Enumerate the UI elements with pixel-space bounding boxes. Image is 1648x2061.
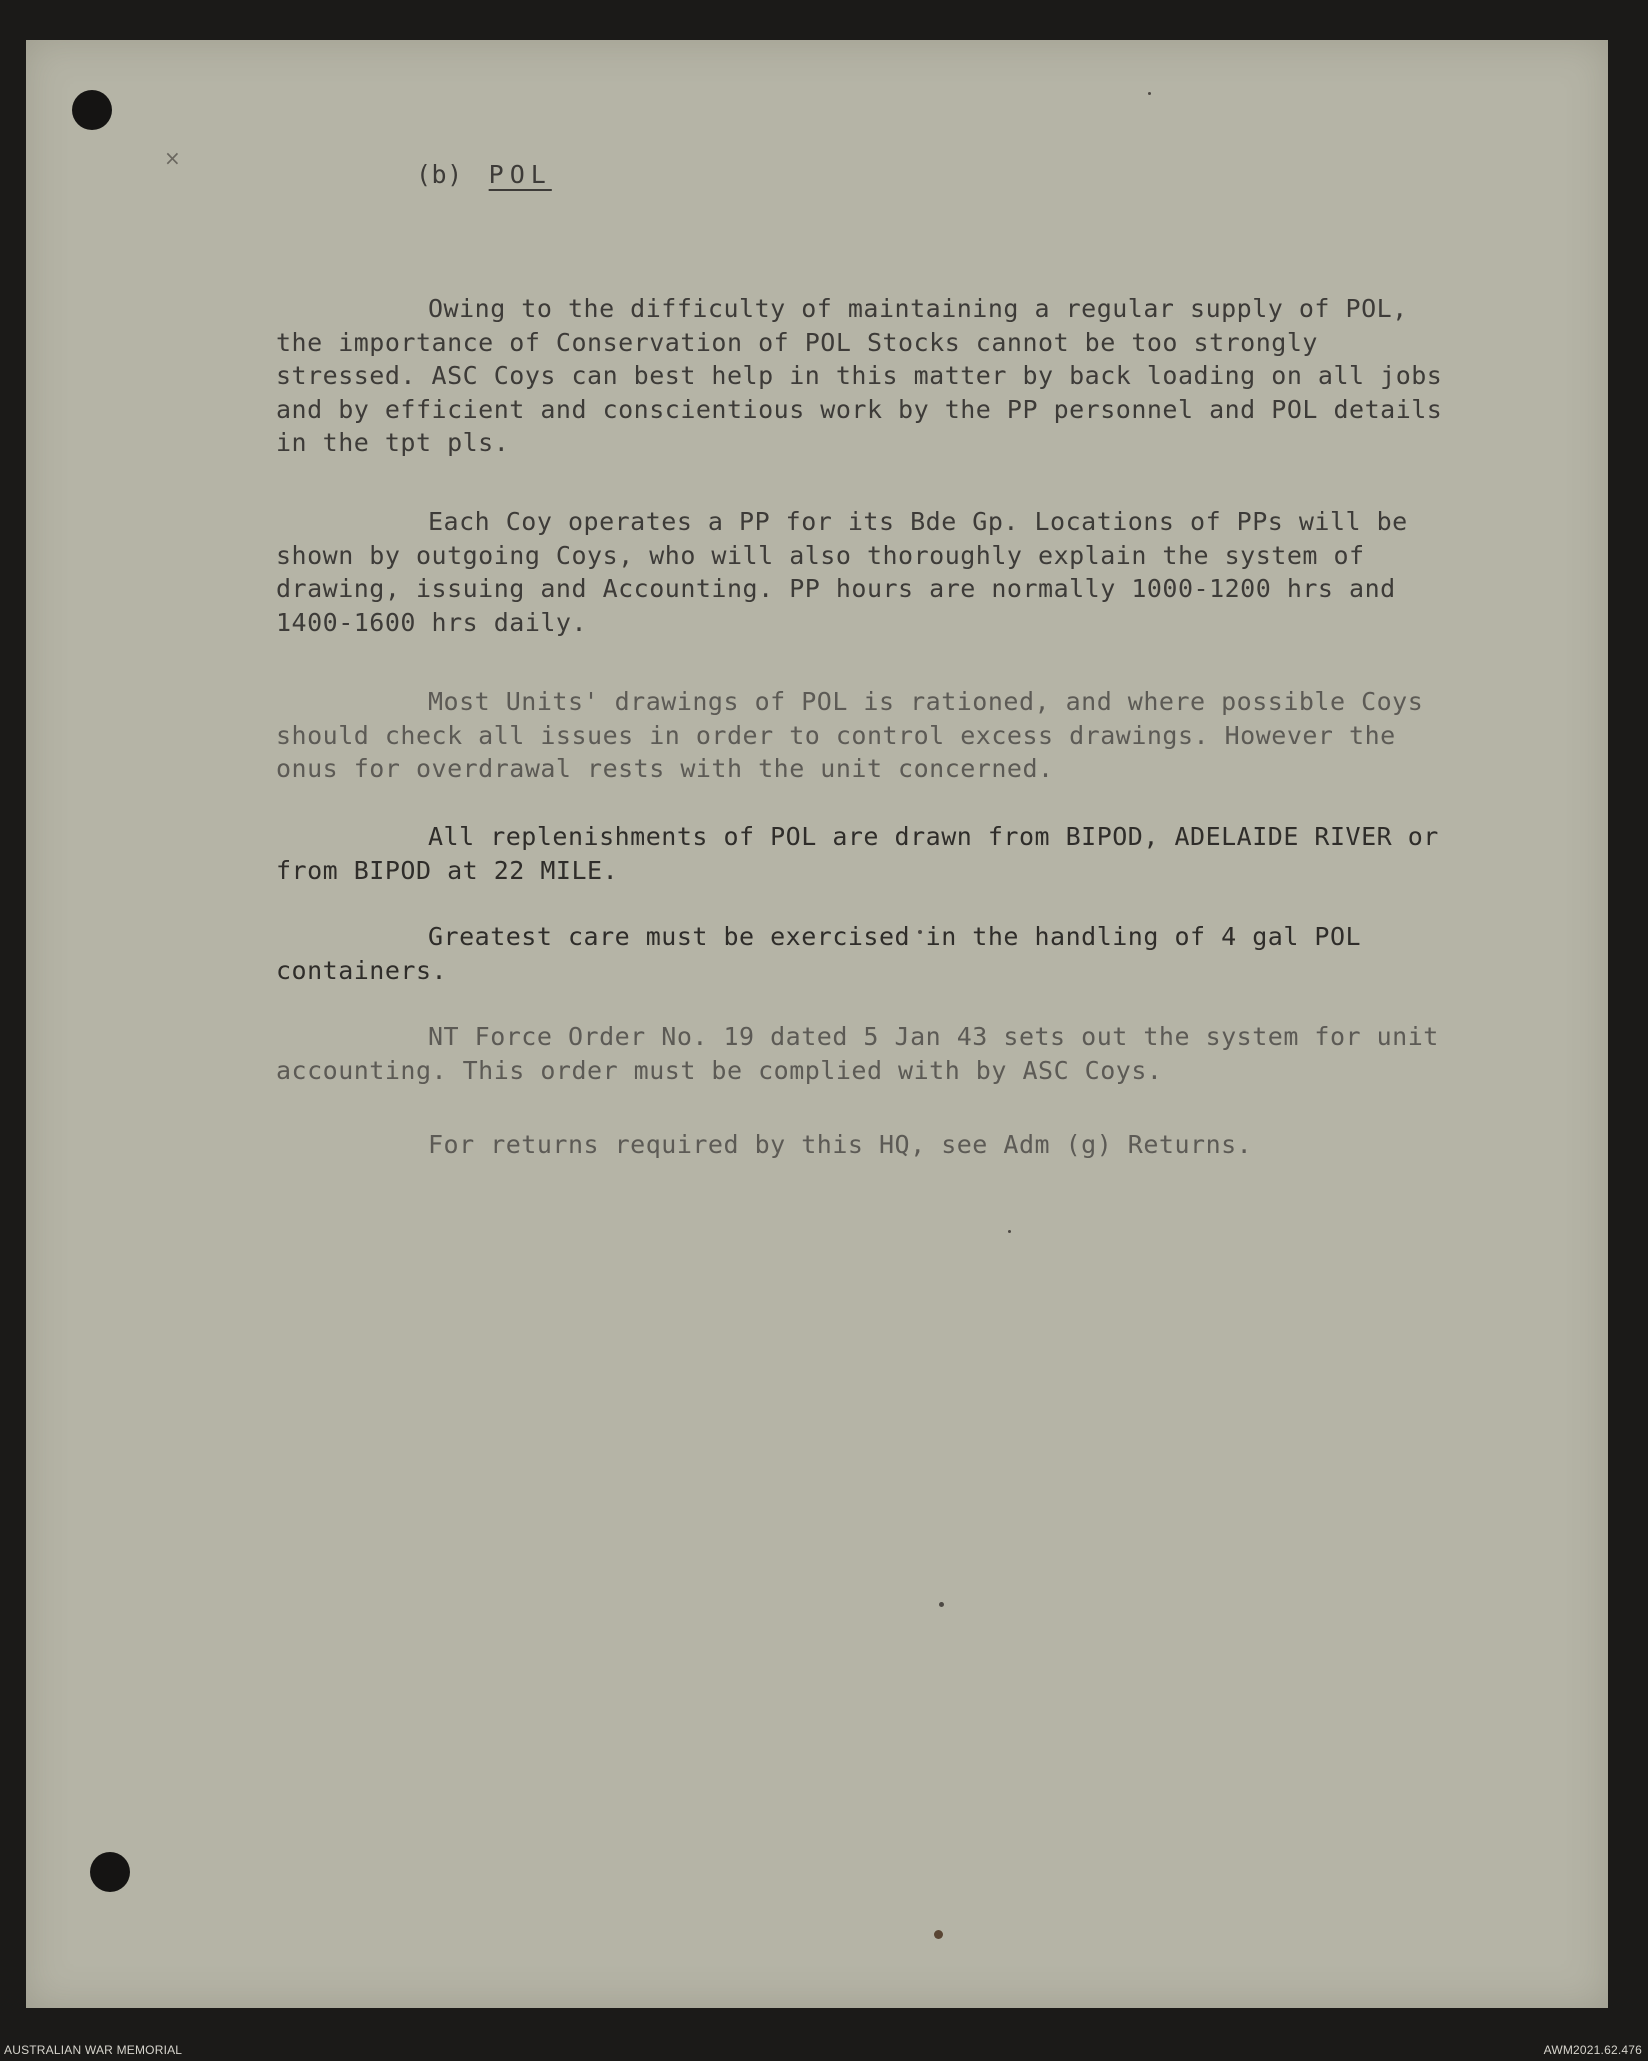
punch-hole-top — [72, 90, 112, 130]
pencil-mark-icon: × — [164, 146, 181, 170]
paragraph-replenishment: All replenishments of POL are drawn from BIPOD, ADELAIDE RIVER or from BIPOD at 22 MILE. — [276, 822, 1439, 885]
section-title: POL — [488, 160, 552, 189]
paper-speck — [934, 1930, 943, 1939]
paper-speck — [1008, 1230, 1011, 1233]
paragraph-containers: Greatest care must be exercised in the handling of 4 gal POL containers. — [276, 922, 1362, 985]
paragraph-conservation: Owing to the difficulty of maintaining a regular supply of POL, the importance of Conservation of POL Stocks cannot be too strongly stressed. ASC Coys can best help in this matter by back loading on all jobs and by efficient and conscientious work by the PP personnel and POL details in the tpt pls. — [276, 294, 1443, 457]
punch-hole-bottom — [90, 1852, 130, 1892]
paragraph-force-order: NT Force Order No. 19 dated 5 Jan 43 sets out the system for unit accounting. This order must be complied with by ASC Coys. — [276, 1022, 1439, 1085]
paragraph-petrol-points: Each Coy operates a PP for its Bde Gp. Locations of PPs will be shown by outgoing Coys, who will also thoroughly explain the system of drawing, issuing and Accounting. PP hours are normally 1000-1200 hrs and 1400-1600 hrs daily. — [276, 507, 1408, 637]
footer-institution: AUSTRALIAN WAR MEMORIAL — [4, 2043, 183, 2057]
paper-speck — [1148, 92, 1151, 95]
paragraph-returns: For returns required by this HQ, see Adm (g) Returns. — [428, 1130, 1253, 1159]
section-label: (b) — [416, 160, 463, 189]
footer-reference: AWM2021.62.476 — [1543, 2043, 1642, 2057]
section-heading — [416, 160, 552, 189]
paragraph-rationing: Most Units' drawings of POL is rationed, and where possible Coys should check all issues in order to control excess drawings. However the onus for overdrawal rests with the unit concerned. — [276, 687, 1424, 783]
paper-speck — [939, 1602, 944, 1607]
